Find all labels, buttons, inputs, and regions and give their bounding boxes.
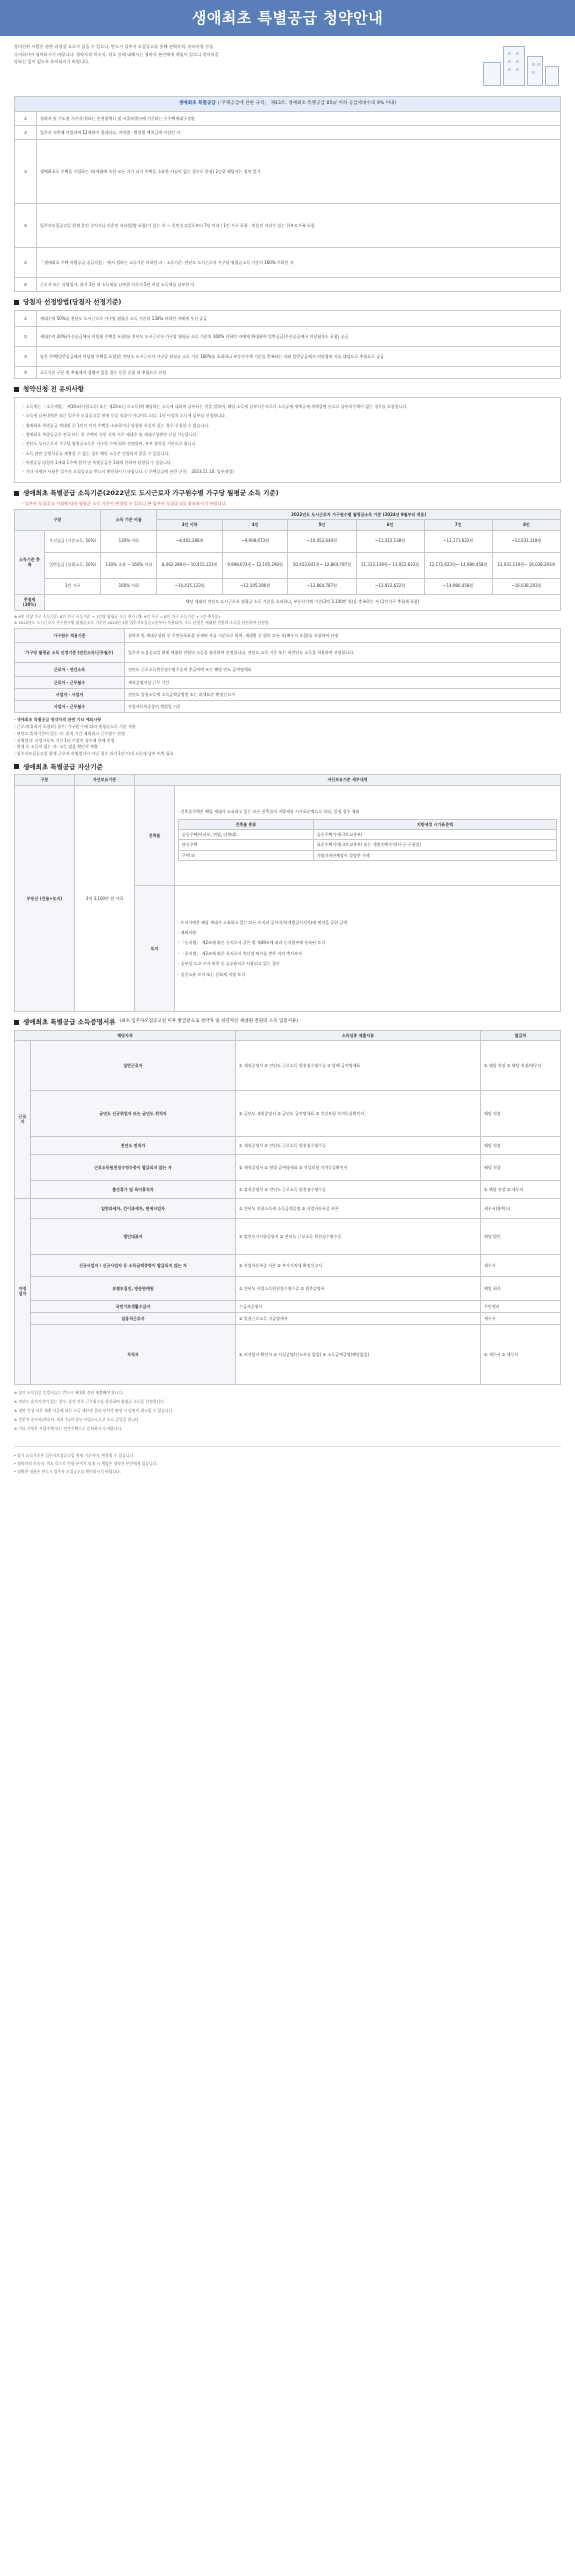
asset-class: 부동산 (건물+토지)	[15, 785, 75, 1011]
col-header: 소득입증 제출서류	[235, 1030, 480, 1040]
docs-note: (최초 입주자모집공고일 이후 발급분으로 청약자 및 성년자인 세대원 전원의 소득 입증서류)	[119, 1019, 299, 1025]
row-number: ①	[15, 112, 37, 126]
footnote: ※ 2022년도 도시근로자 가구원수별 월평균소득 기준은 2024년 3월 입주자모집공고분부터 적용되며, 소득 산정은 세대원 전원의 소득을 합산하여 산정함.	[14, 620, 270, 626]
land-detail	[175, 885, 561, 1011]
footnote: ※ 상기 소득입증 증빙서류는 반드시 세대원 전원 제출해야 합니다.	[14, 1389, 124, 1395]
doc-row-label: 일반과세자, 간이과세자, 면세사업자	[31, 1198, 236, 1218]
value-cell: ~8,462,288원	[157, 530, 222, 552]
precaution-box	[14, 397, 561, 484]
doc-row-issuer: 해당 직장	[481, 1136, 561, 1154]
bottom-note: * 청약자격 미숙지, 착오 등으로 인한 부적격 당첨 시 책임은 청약자 본인에게 있습니다.	[14, 1460, 158, 1466]
page-header	[0, 0, 575, 36]
intro-line: 숙지하시어 청약하시기 바랍니다. 청약자격 미숙지, 착오 등에 대해서는 청약자 본인에게 책임이 있으니 불이익을	[14, 51, 219, 57]
land-item: - 「초지법」 제2조에 따른 초지로서 축산업 허가를 받은 자의 축사부지	[178, 950, 302, 956]
ratio-cell: 160% 이하	[101, 578, 157, 594]
row-number: ④	[15, 204, 37, 248]
group-label: 소득기준 충족	[15, 530, 45, 594]
col-header: 건축물 종류	[179, 819, 314, 829]
row-label: 사업자 · 사업자	[15, 689, 125, 701]
bottom-notes	[14, 1446, 561, 1474]
value-cell: ~13,922,622원	[356, 578, 424, 594]
asset-limit: 3억 3,100만 원 이하	[75, 785, 135, 1011]
value-cell: 13,031,119원~ 16,038,293원	[492, 552, 560, 578]
note-line: - 학생 등 소득이 없는 자: 소득 없음 확인서 제출	[14, 744, 98, 750]
row-text: 청약자 및 세대구성원 중 주민등록표상 등재된 자를 기준으로 하며, 세대원 중 위의 모든 자(배우자 포함)를 포함하여 산정	[125, 629, 561, 643]
building-desc: · 건축물가액은 해당 세대가 소유하고 있는 모든 건축물의 지방세정 시가표준액으로 하되, 일정 경우 제외	[178, 809, 360, 815]
building-type: 주택 외	[179, 850, 314, 860]
building-illustration-icon	[481, 44, 561, 86]
precaution-item: · 소득세는 「소득세법」 제19조(사업소득) 또는 제20조(근로소득)에 해당하는 소득에 대하여 납부하는 것을 말하며, 해당 소득세 납부의무자로서 소득공제·세액공제·세액감면 등으로 납부의무액이 없는 경우를 포함합니다.	[23, 403, 408, 409]
land-item: - 종중소유 토지 또는 문화재 지정 토지	[178, 971, 246, 977]
docs-table	[14, 1030, 561, 1385]
value-cell: ~10,415,123원	[157, 578, 222, 594]
col-header: 구분	[15, 775, 75, 785]
footnote: ※ 기타 사항은 사업주체 또는 견본주택으로 문의하시기 바랍니다.	[14, 1426, 123, 1432]
precaution-item: · 기타 자세한 사항은 입주자 모집공고를 반드시 확인하시기 바랍니다. (「주택공급에 관한 규칙」 2023.11.10. 일부개정)	[23, 469, 234, 475]
col-header: 7인	[424, 520, 492, 530]
doc-row-docs: ① 재직증명서 ② 전년도 근로소득 원천징수영수증	[235, 1136, 480, 1154]
note-line: · 생애최초 특별공급 청약자격 관련 기타 예외사항	[14, 717, 102, 723]
bottom-note: * 상기 소득기준은 입주자모집공고일 현재 기준이며, 변경될 수 있습니다.	[14, 1452, 135, 1458]
doc-row-issuer: ① 세무서 ② 세무서	[481, 1324, 561, 1384]
col-header: 5인	[288, 520, 356, 530]
asset-section-title	[14, 763, 561, 772]
row-label: 가구당 월평균 소득 산정기준 (연간소득/근무월수)	[15, 643, 125, 663]
row-label: 우선공급 (기준소득, 50%)	[45, 530, 101, 552]
income-calc-notes	[14, 717, 561, 756]
selection-row: 세대수의 50%를 전년도 도시근로자 가구당 월평균 소득 기준의 130% 이하인 자에게 우선 공급	[37, 310, 561, 326]
land-item: · 제외사항:	[178, 929, 198, 935]
selection-section-title	[14, 298, 561, 307]
footnote: ※ 청약 신청 이후 제출 서류에 따른 소득 재산정 결과 부적격 판정 시 당첨이 취소될 수 있습니다.	[14, 1408, 174, 1414]
square-bullet-icon	[14, 1020, 19, 1025]
doc-row-label: 일반근로자	[31, 1040, 236, 1090]
value-cell: 11,312,139원~ 13,922,622원	[356, 552, 424, 578]
income-note: - 입주자 모집공고 시점에 따라 월평균 소득 기준이 변경될 수 있으니 본 입주자 모집공고를 참조하시기 바랍니다.	[22, 501, 227, 507]
doc-row-issuer: 해당 법인	[481, 1218, 561, 1254]
row-number: ⑥	[15, 278, 37, 292]
doc-row-label: 전년도 전직자	[31, 1136, 236, 1154]
row-text: 재직증명서상 근무 기간	[125, 677, 561, 689]
section-title-text: 청약신청 전 유의사항	[23, 384, 85, 393]
precaution-section-title	[14, 385, 561, 394]
doc-row-issuer: 해당 직장	[481, 1090, 561, 1136]
building-value: 표준주택가격(국토교통부) 또는 개별주택가격(시·군·구청장)	[313, 840, 556, 850]
row-label: 일반공급 (상위소득, 20%)	[45, 552, 101, 578]
row-number: ③	[15, 140, 37, 204]
precaution-item: · 전년도 도시근로자 가구당 월평균소득은 가구원 수에 따라 산정하며, 부부 합산을 기본으로 합니다.	[23, 441, 197, 447]
row-number: ⑤	[15, 248, 37, 278]
page-title: 생애최초 특별공급 청약안내	[191, 8, 384, 27]
footnote: ※ 전년도 휴직기간이 있는 경우: 휴직 전후 근무월수를 합산하여 월평균 소득을 산정합니다.	[14, 1399, 165, 1405]
eligibility-row: 「생애최초 주택 특별공급 공급지침」 에서 정하는 소득기준 이하인 자 · 소득기준: 전년도 도시근로자 가구당 월평균소득 기준의 160% 이하인 자	[37, 248, 561, 278]
income-footnotes	[14, 614, 561, 626]
note-line: - 입주자모집공고일 현재 근로자·자영업자가 아닌 경우 과거 1년 이내 소득세 납부 이력 필요	[14, 751, 174, 757]
intro-line: 당하는 일이 없도록 유의하시기 바랍니다.	[14, 59, 90, 65]
section-title-text: 생애최초 특별공급 소득기준(2022년도 도시근로자 가구원수별 가구당 월평균 소득 기준)	[23, 489, 279, 498]
doc-row-docs: ① 비사업자 확인서 ② 사실증명(신고사실 없음) ③ 소득금액증명(해당없음)	[235, 1324, 480, 1384]
eligibility-row: 생애최초로 주택을 구입하는 자(세대에 속한 모든 자가 과거 주택을 소유한 사실이 없는 경우로 한정) 2순위 해당자는 청약 불가	[37, 140, 561, 204]
doc-row-label: 국민기초생활수급자	[31, 1300, 236, 1312]
doc-row-issuer: 세무서	[481, 1254, 561, 1276]
col-header: 발급처	[481, 1030, 561, 1040]
eligibility-row: 입주자 저축에 가입하여 12개월이 경과되고, 지역별 · 면적별 예치금액 이상인 자	[37, 126, 561, 140]
doc-group: 근로자	[15, 1040, 31, 1198]
doc-row-docs: ① 재직증명서 ② 월별 급여명세표 ③ 건강보험 자격득실확인서	[235, 1154, 480, 1180]
square-bullet-icon	[14, 764, 19, 769]
doc-row-docs: ① 사업자등록증 사본 ② 부가가치세 확정신고서	[235, 1254, 480, 1276]
selection-row: 남은 주택(일반공급에서 미당첨 주택을 포함)은 전년도 도시근로자 가구당 월평균 소득 기준 160%를 초과하나 부동산가액 기준을 충족하는 자와 일반공급에서 미당첨된 자를 대상으로 추첨으로 공급	[37, 346, 561, 366]
intro-text	[14, 44, 334, 86]
value-cell: ~12,195,290원	[222, 578, 287, 594]
eligibility-banner	[15, 97, 561, 112]
note-line: - 자영업자: 사업자등록 기간 1년 이상인 경우에 한해 인정	[14, 737, 115, 743]
col-header: 자산보유기준 세부내역	[135, 775, 561, 785]
note-line: - 전년도 휴직기간이 있는 자: 휴직 기간 제외하고 근무월수 산정	[14, 730, 125, 736]
bottom-note: * 정확한 내용은 반드시 입주자 모집공고를 확인하시기 바랍니다.	[14, 1468, 121, 1474]
value-cell: 9,908,674원~ 12,195,290원	[222, 552, 287, 578]
row-text: 입주자 모집공고일 현재 세대원 전원의 소득을 합산하여 산정합니다. 전년도 소득 기준 또는 직전년도 소득을 적용하여 산정합니다.	[125, 643, 561, 663]
col-header: 3인 이하	[157, 520, 222, 530]
doc-row-issuer: ① 해당 직장 ② 해당 직장/세무서	[481, 1040, 561, 1090]
footnote: ※ 9인 이상 가구 소득기준: 8인 가구 소득기준 + 1인당 월평균 소득 추가 (예: 9인 가구 = 8인 가구 소득기준 + 1인 추가분)	[14, 613, 221, 619]
income-calc-table	[14, 628, 561, 713]
value-cell: ~12,171,622원	[424, 530, 492, 552]
doc-row-issuer: 세무서(홈택스)	[481, 1198, 561, 1218]
eligibility-row: 근로자 또는 자영업자, 과거 1년 내 소득세를 납부한 자로서 5년 이상 소득세를 납부한 자	[37, 278, 561, 292]
value-cell: ~9,908,673원	[222, 530, 287, 552]
building-type: 공동주택(아파트, 연립, 다세대)	[179, 830, 314, 840]
doc-row-issuer: 해당 회사	[481, 1276, 561, 1300]
note-line: - 근로자(휴직자 포함)의 경우: 가구원 수에 따라 월평균소득 기준 적용	[14, 724, 136, 730]
row-label: 근로자 · 연간소득	[15, 663, 125, 677]
value-cell: ~11,312,138원	[356, 530, 424, 552]
col-header: 자산보유기준	[75, 775, 135, 785]
doc-group: 자영업자	[15, 1198, 31, 1384]
value-cell: 10,452,641원~ 12,864,787원	[288, 552, 356, 578]
land-item: - 공부상 도로·구거·하천 등 공공용지로 사용되고 있는 경우	[178, 961, 280, 967]
precaution-item: · 소득세 납부내역은 최근 입주자 모집공고일 현재 동일 직종이 아니어도 되나, 1년 이상의 소득세 납부를 인정합니다.	[23, 413, 227, 419]
ratio-cell: 130% 초과 ~ 160% 이하	[101, 552, 157, 578]
selection-row: 세대수의 20%(우선공급에서 미당첨 주택을 포함)를 전년도 도시근로자 가구당 월평균 소득 기준의 160% 이하인 자에게 확대하여 일반공급(우선공급에서 미당첨자도 포함) 공급	[37, 326, 561, 346]
row-text: 전년도 종합소득세 소득금액증명원 또는 과세표준 확정신고서	[125, 689, 561, 701]
value-cell: ~13,031,118원	[492, 530, 560, 552]
group-label: 추첨제 (30%)	[15, 594, 45, 610]
section-title-text: 당첨자 선정방법(당첨자 선정기준)	[23, 298, 122, 307]
banner-main: (「주택공급에 관한 규칙」 제43조, 생애최초 특별공급 85㎡ 이하 공급세대수의 9% 이내)	[217, 101, 397, 106]
building-value: 지방자치단체장이 결정한 가액	[313, 850, 556, 860]
land-item: - 「농지법」 제2조에 따른 농지로서 같은 법 제49조에 따라 농지원부에 등록된 토지	[178, 940, 325, 946]
row-label: 근로자 · 근무월수	[15, 677, 125, 689]
doc-row-docs: ① 일용근로소득 지급명세서	[235, 1312, 480, 1324]
row-label: 1인 가구	[45, 578, 101, 594]
building-type: 단독주택	[179, 840, 314, 850]
doc-row-label: 보험모집인, 방문판매원	[31, 1276, 236, 1300]
square-bullet-icon	[14, 491, 19, 496]
doc-row-docs: ① 법인등기사항증명서 ② 전년도 근로소득 원천징수영수증	[235, 1218, 480, 1254]
doc-row-issuer: 주민센터	[481, 1300, 561, 1312]
income-table	[14, 509, 561, 611]
precaution-item: · 소득 관련 증빙서류를 제출할 수 없는 경우 해당 소득은 인정되지 않을 수 있습니다.	[23, 450, 170, 456]
lottery-row: 해당 세대의 전년도 도시근로자 월평균 소득 기준을 초과하나, 부동산가액 기준(3억 3,100만 원)을 충족하는 자 (1인가구 추첨제 포함)	[45, 594, 561, 610]
col-header: 6인	[356, 520, 424, 530]
row-number: ※	[15, 366, 37, 378]
doc-row-docs: ① 휴직증명서 ② 전년도 근로소득 원천징수영수증	[235, 1180, 480, 1198]
doc-row-label: 출산휴가 및 육아휴직자	[31, 1180, 236, 1198]
selection-row: 소득기준 구분 및 추첨에서 경쟁이 있을 경우 동일 순위 내 추첨으로 선정	[37, 366, 561, 378]
doc-row-docs: ① 금년도 재직증명서 ② 금년도 급여명세표 ③ 건강보험 자격득실확인서	[235, 1090, 480, 1136]
doc-row-label: 근로소득원천징수영수증이 발급되지 않는 자	[31, 1154, 236, 1180]
doc-row-docs: ① 재직증명서 ② 전년도 근로소득 원천징수영수증 ③ 당해 급여명세표	[235, 1040, 480, 1090]
col-header: 지방세정 시가표준액	[313, 819, 556, 829]
doc-row-label: 일용직근로자	[31, 1312, 236, 1324]
docs-footnotes	[14, 1390, 561, 1432]
building-detail	[175, 785, 561, 885]
docs-section-title	[14, 1018, 561, 1027]
value-cell: ~16,038,293원	[492, 578, 560, 594]
ratio-cell: 130% 이하	[101, 530, 157, 552]
eligibility-table	[14, 96, 561, 292]
eligibility-row: 입주자모집공고일 현재 혼인 중이거나 미혼인 자녀(입양 포함)가 있는 자 — 혼인신고일로부터 7년 이내 / 1인 가구 포함 · 미혼인 자녀가 있는 한부모가족 포함	[37, 204, 561, 248]
footnote: ※ 전문직 종사자(변호사, 의사 등)의 경우 사업소득으로 소득 증빙을 합니다.	[14, 1417, 140, 1423]
row-label: 가구원수 적용기준	[15, 629, 125, 643]
square-bullet-icon	[14, 300, 19, 305]
row-number: ②	[15, 126, 37, 140]
col-header: 8인	[492, 520, 560, 530]
intro	[0, 36, 575, 90]
col-header: 구분	[15, 509, 101, 530]
row-label: 사업자 · 근무월수	[15, 701, 125, 713]
doc-row-label: 무직자	[31, 1324, 236, 1384]
col-header: 소득 기준 비율	[101, 509, 157, 530]
asset-table	[14, 774, 561, 1011]
col-group-header: 2022년도 도시근로자 가구원수별 월평균소득 기준 (2024년 9월부터 적용)	[157, 509, 561, 519]
value-cell: ~12,864,787원	[288, 578, 356, 594]
building-price-table	[178, 819, 557, 862]
value-cell: ~10,452,640원	[288, 530, 356, 552]
value-cell: ~14,980,458원	[424, 578, 492, 594]
row-number: ①	[15, 310, 37, 326]
precaution-item: · 특별공급 당첨자 1세대 1주택 원칙 및 특별공급은 1회에 한하여 당첨될 수 있습니다.	[23, 460, 173, 466]
row-number: ③	[15, 346, 37, 366]
row-text: 사업자등록증상의 개업일 기준	[125, 701, 561, 713]
precaution-item: · 생애최초 특별공급 세대원 중 1인이 이미 주택을 소유하거나 당첨된 사실이 있는 경우 신청할 수 없습니다.	[23, 422, 210, 428]
doc-row-docs: ① 전년도 종합소득세 소득금액증명 ② 사업자등록증 사본	[235, 1198, 480, 1218]
income-section-title	[14, 489, 561, 498]
section-title-text: 생애최초 특별공급 자산기준	[23, 762, 103, 771]
row-text: 전년도 근로소득원천징수영수증의 총급여액 또는 해당 연도 급여명세표	[125, 663, 561, 677]
land-item: · 토지가액은 해당 세대가 소유하고 있는 모든 토지의 공시지가(개별공시지가)에 면적을 곱한 금액	[178, 919, 348, 925]
doc-row-docs: 수급자증명서	[235, 1300, 480, 1312]
doc-row-issuer: 세무서	[481, 1312, 561, 1324]
col-header: 해당자격	[15, 1030, 236, 1040]
doc-row-label: 금년도 신규취업자 또는 금년도 전직자	[31, 1090, 236, 1136]
doc-row-docs: ① 전년도 사업소득원천징수영수증 ② 위촉증명서	[235, 1276, 480, 1300]
row-number: ②	[15, 326, 37, 346]
building-value: 공동주택가격(국토교통부)	[313, 830, 556, 840]
doc-row-label: 신규사업자 / 신규사업자 등 소득금액증명이 발급되지 않는 자	[31, 1254, 236, 1276]
col-header: 4인	[222, 520, 287, 530]
value-cell: 8,462,289원~ 10,415,123원	[157, 552, 222, 578]
land-label: 토지	[135, 885, 175, 1011]
building-label: 건축물	[135, 785, 175, 885]
precaution-item: · 생애최초 특별공급은 전국 또는 본 주택이 속한 지역 거주 세대주 및 세대구성원만 신청 가능합니다.	[23, 431, 198, 437]
section-title-text: 생애최초 특별공급 소득증명서류	[23, 1017, 116, 1026]
value-cell: 12,171,623원~ 14,980,458원	[424, 552, 492, 578]
doc-row-issuer: 해당 직장	[481, 1154, 561, 1180]
intro-line: 장미안된 사람은 관한 과정설 오로가 있을 수 있으나, 반드시 입주자 모집공고를 통해 권역자격, 유의사항 등을	[14, 44, 214, 49]
square-bullet-icon	[14, 387, 19, 392]
selection-table	[14, 310, 561, 379]
eligibility-row: 청약자 및 수도권 거주자가(또는 인천광역시 및 서울특별시에 거주하는 무주택세대구성원	[37, 112, 561, 126]
doc-row-issuer: ① 해당 직장 ② 세무서	[481, 1180, 561, 1198]
banner-prefix: 생애최초 특별공급	[178, 101, 216, 106]
doc-row-label: 법인대표자	[31, 1218, 236, 1254]
